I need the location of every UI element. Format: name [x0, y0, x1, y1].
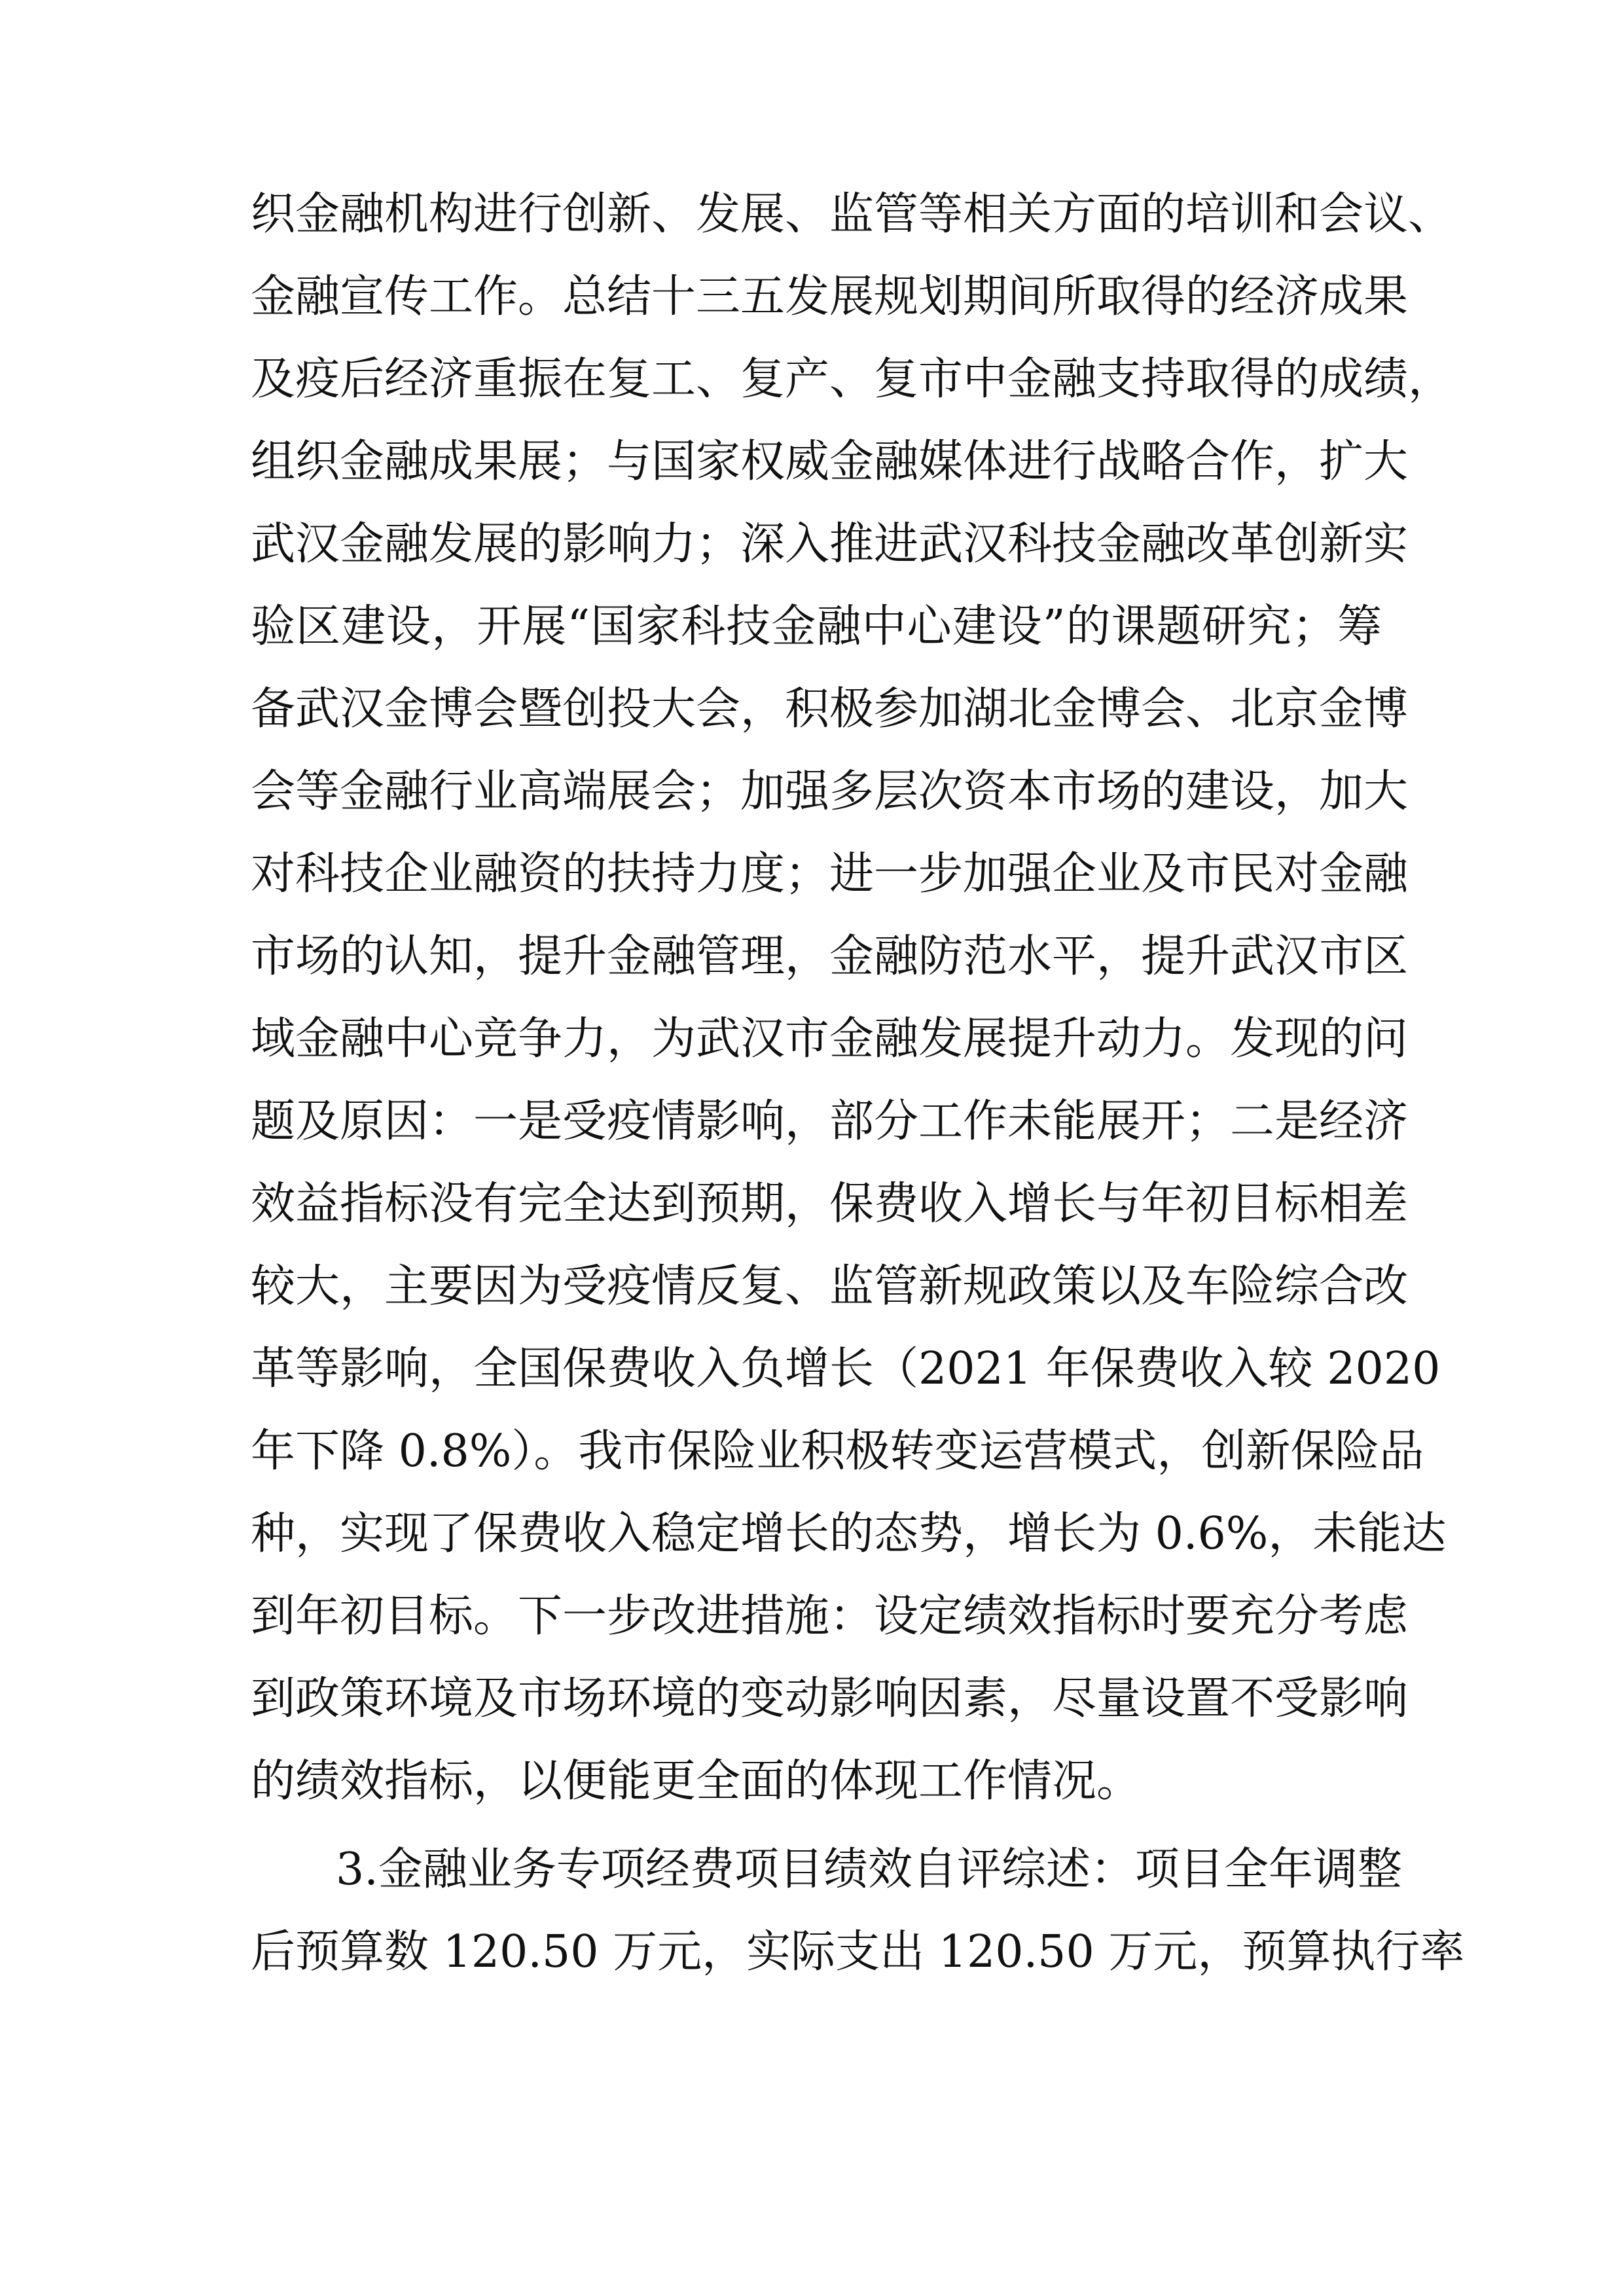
text-line: 织金融机构进行创新、发展、监管等相关方面的培训和会议、 [251, 188, 1453, 240]
text-line: 备武汉金博会暨创投大会，积极参加湖北金博会、北京金博 [251, 683, 1409, 735]
text-line: 组织金融成果展；与国家权威金融媒体进行战略合作，扩大 [251, 436, 1409, 488]
text-line: 种，实现了保费收入稳定增长的态势，增长为 0.6%，未能达 [251, 1508, 1447, 1560]
text-line: 题及原因：一是受疫情影响，部分工作未能展开；二是经济 [251, 1096, 1409, 1147]
text-line: 效益指标没有完全达到预期，保费收入增长与年初目标相差 [251, 1178, 1409, 1230]
text-line: 后预算数 120.50 万元，实际支出 120.50 万元，预算执行率 [251, 1926, 1465, 1978]
text-line: 到年初目标。下一步改进措施：设定绩效指标时要充分考虑 [251, 1590, 1409, 1642]
text-line: 较大，主要因为受疫情反复、监管新规政策以及车险综合改 [251, 1261, 1409, 1312]
text-line: 金融宣传工作。总结十三五发展规划期间所取得的经济成果 [251, 271, 1409, 323]
text-line: 验区建设，开展“国家科技金融中心建设”的课题研究；筹 [251, 601, 1382, 653]
text-line: 及疫后经济重振在复工、复产、复市中金融支持取得的成绩， [251, 353, 1453, 405]
text-line: 年下降 0.8%）。我市保险业积极转变运营模式，创新保险品 [251, 1426, 1424, 1477]
text-line: 革等影响，全国保费收入负增长（2021 年保费收入较 2020 [251, 1343, 1441, 1395]
text-line: 会等金融行业高端展会；加强多层次资本市场的建设，加大 [251, 766, 1409, 817]
text-line: 的绩效指标，以便能更全面的体现工作情况。 [251, 1755, 1142, 1807]
text-line: 对科技企业融资的扶持力度；进一步加强企业及市民对金融 [251, 848, 1409, 900]
section-heading-line: 3.金融业务专项经费项目绩效自评综述：项目全年调整 [336, 1844, 1402, 1895]
text-line: 到政策环境及市场环境的变动影响因素，尽量设置不受影响 [251, 1673, 1409, 1725]
text-line: 武汉金融发展的影响力；深入推进武汉科技金融改革创新实 [251, 518, 1409, 570]
text-line: 域金融中心竞争力，为武汉市金融发展提升动力。发现的问 [251, 1013, 1409, 1065]
text-line: 市场的认知，提升金融管理，金融防范水平，提升武汉市区 [251, 931, 1409, 982]
